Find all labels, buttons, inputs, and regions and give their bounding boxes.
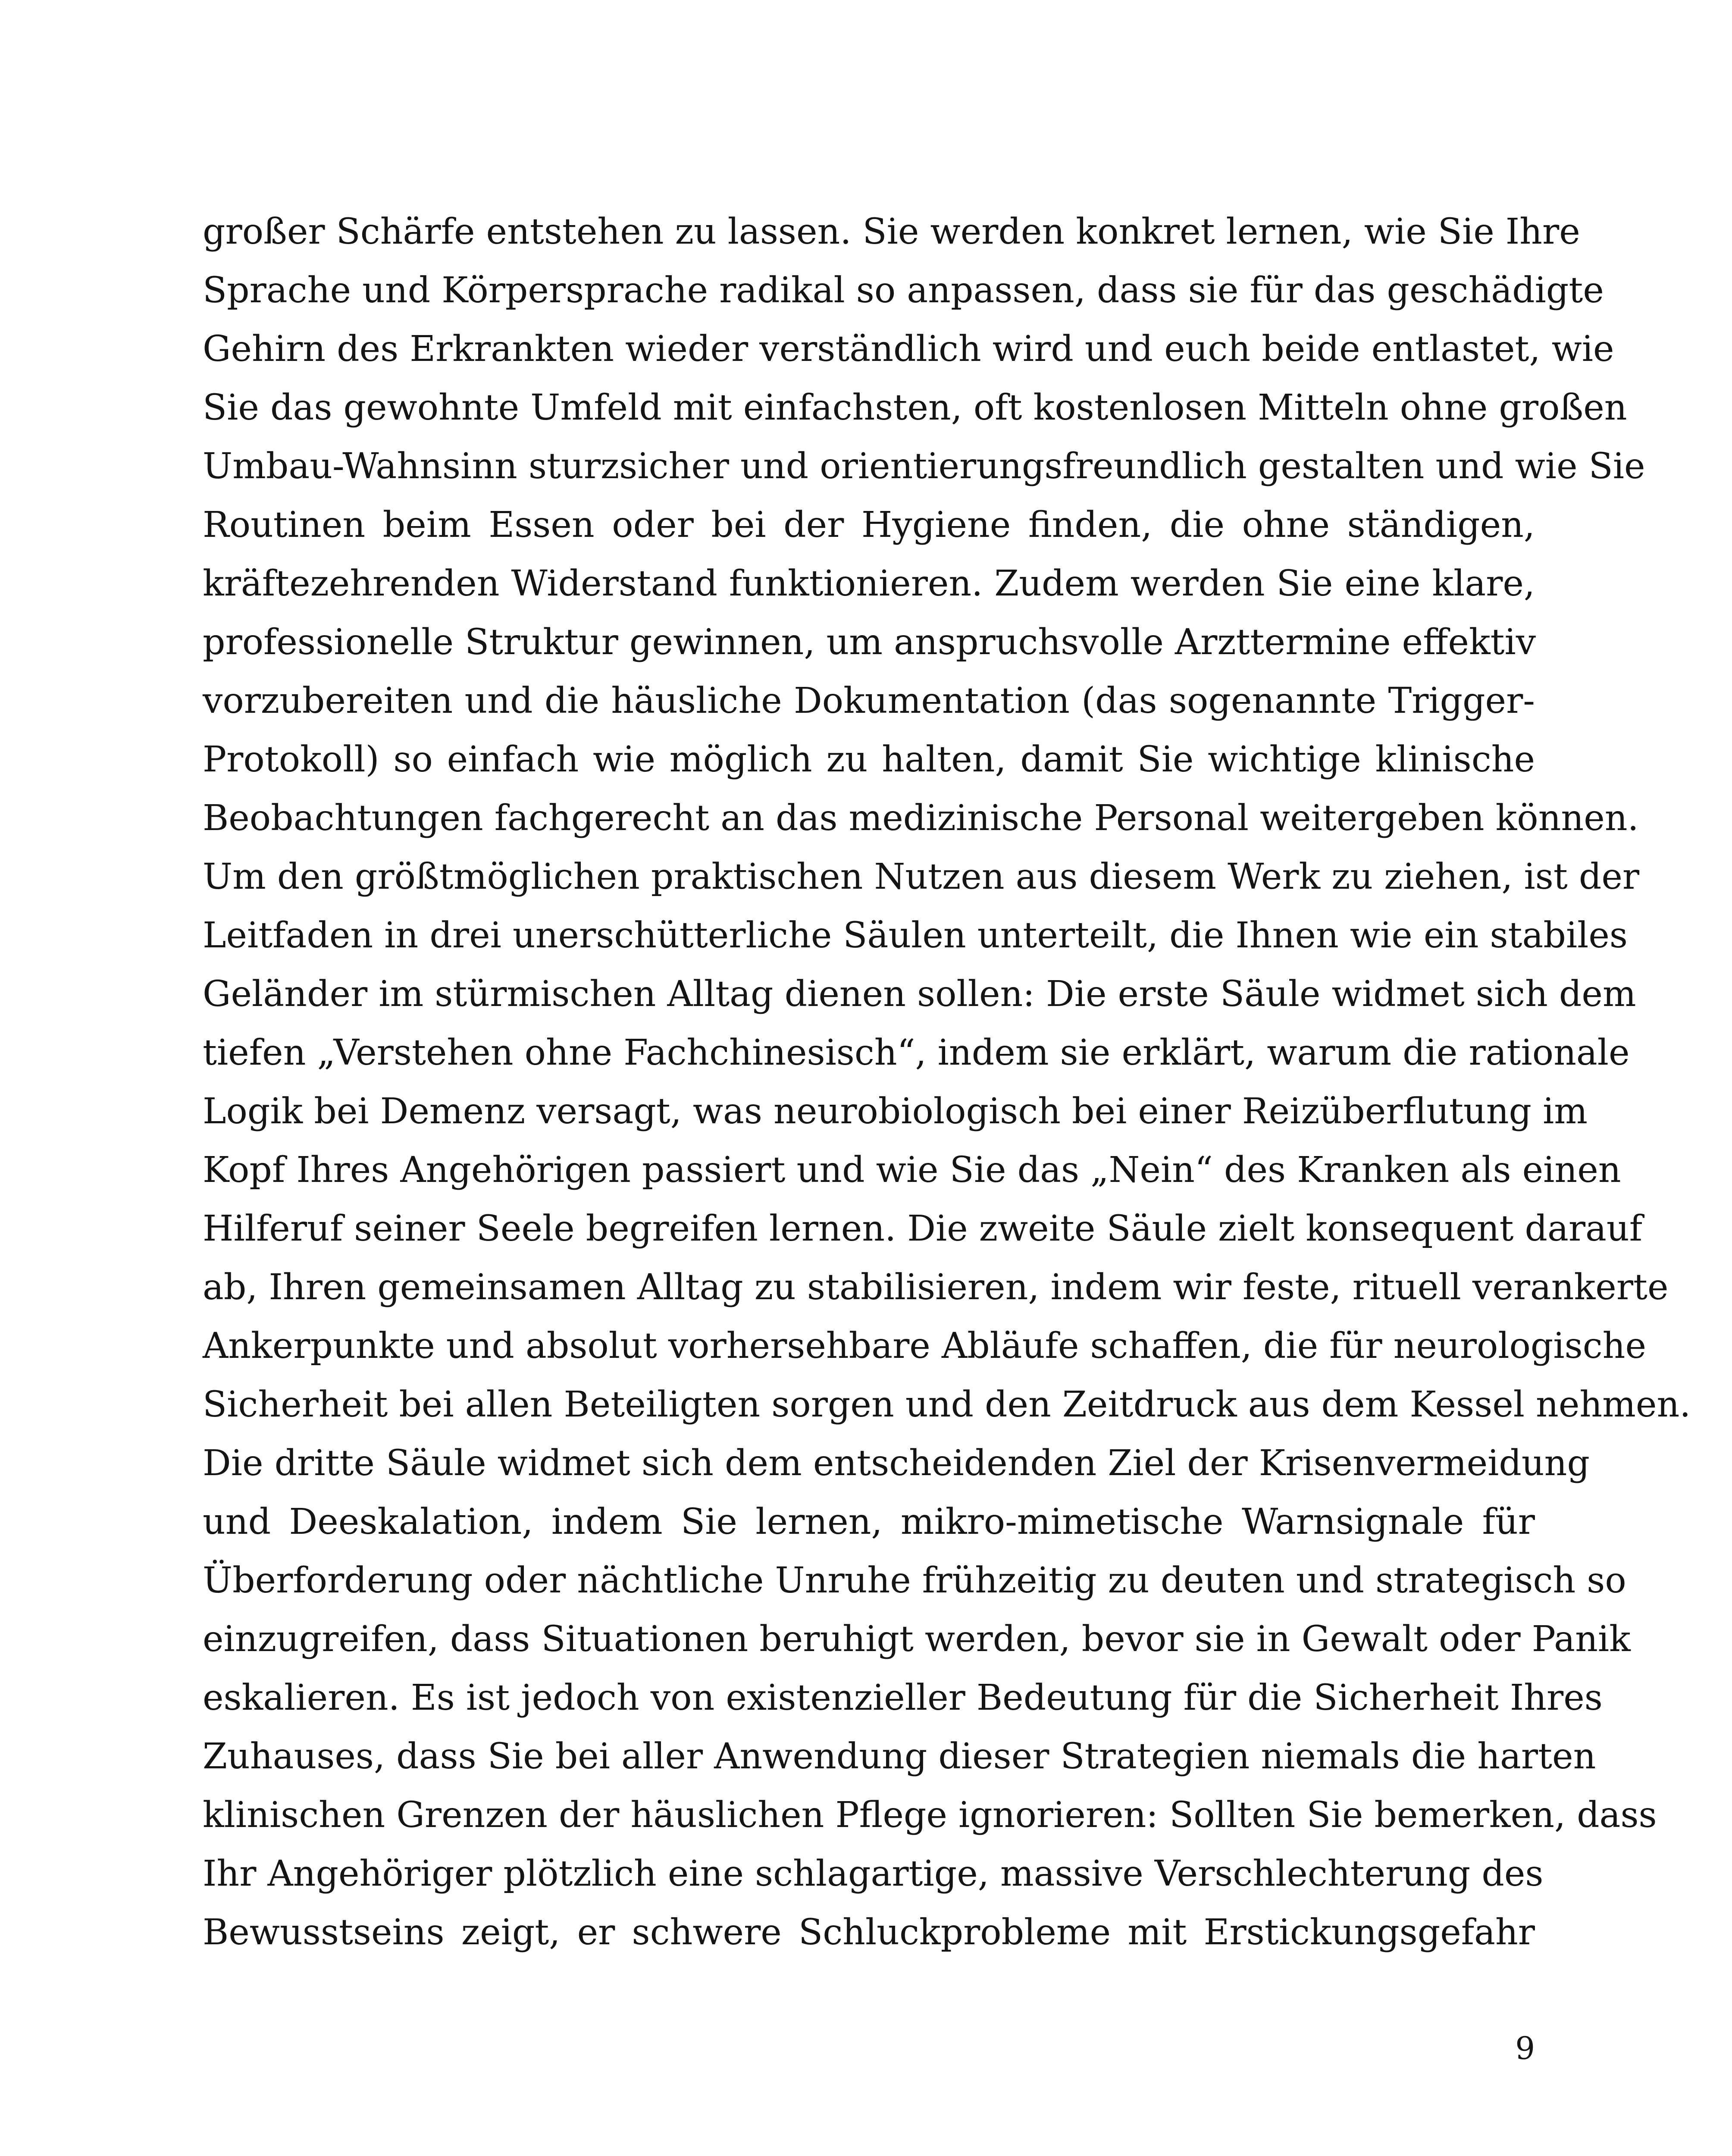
text-line: professionelle Struktur gewinnen, um anspruchsvolle Arzttermine effektiv [203, 622, 1536, 663]
text-line: eskalieren. Es ist jedoch von existenzieller Bedeutung für die Sicherheit Ihres [203, 1677, 1603, 1718]
text-line: Routinen beim Essen oder bei der Hygiene finden, die ohne ständigen, [203, 505, 1535, 545]
text-line: und Deeskalation, indem Sie lernen, mikro-mimetische Warnsignale für [203, 1501, 1535, 1542]
text-line: Hilferuf seiner Seele begreifen lernen. Die zweite Säule zielt konsequent darauf [203, 1208, 1643, 1249]
text-line: Sprache und Körpersprache radikal so anpassen, dass sie für das geschädigte [203, 270, 1604, 311]
text-line: Kopf Ihres Angehörigen passiert und wie Sie das „Nein“ des Kranken als einen [203, 1150, 1621, 1191]
text-line: Gehirn des Erkrankten wieder verständlich wird und euch beide entlastet, wie [203, 329, 1614, 370]
text-line: Geländer im stürmischen Alltag dienen sollen: Die erste Säule widmet sich dem [203, 974, 1636, 1015]
text-line: klinischen Grenzen der häuslichen Pflege ignorieren: Sollten Sie bemerken, dass [203, 1795, 1657, 1836]
text-line: Beobachtungen fachgerecht an das medizinische Personal weitergeben können. [203, 798, 1639, 839]
text-line: Bewusstseins zeigt, er schwere Schluckprobleme mit Erstickungsgefahr [203, 1912, 1535, 1953]
text-line: Um den größtmöglichen praktischen Nutzen aus diesem Werk zu ziehen, ist der [203, 856, 1640, 897]
text-line: Ihr Angehöriger plötzlich eine schlagartige, massive Verschlechterung des [203, 1853, 1544, 1894]
text-line: Umbau-Wahnsinn sturzsicher und orientierungsfreundlich gestalten und wie Sie [203, 446, 1645, 487]
text-line: vorzubereiten und die häusliche Dokumentation (das sogenannte Trigger- [203, 680, 1535, 721]
text-line: großer Schärfe entstehen zu lassen. Sie werden konkret lernen, wie Sie Ihre [203, 211, 1580, 252]
page-number: 9 [1515, 2030, 1535, 2066]
text-line: Ankerpunkte und absolut vorhersehbare Abläufe schaffen, die für neurologische [203, 1326, 1646, 1366]
body-text [203, 203, 1691, 1962]
text-line: Zuhauses, dass Sie bei aller Anwendung dieser Strategien niemals die harten [203, 1736, 1596, 1777]
text-line: Protokoll) so einfach wie möglich zu halten, damit Sie wichtige klinische [203, 739, 1535, 780]
text-line: Überforderung oder nächtliche Unruhe frühzeitig zu deuten und strategisch so [203, 1560, 1626, 1601]
text-line: Logik bei Demenz versagt, was neurobiologisch bei einer Reizüberflutung im [203, 1091, 1588, 1132]
text-line: Leitfaden in drei unerschütterliche Säulen unterteilt, die Ihnen wie ein stabiles [203, 915, 1628, 956]
text-line: Sie das gewohnte Umfeld mit einfachsten, oft kostenlosen Mitteln ohne großen [203, 387, 1627, 428]
text-line: Sicherheit bei allen Beteiligten sorgen und den Zeitdruck aus dem Kessel nehmen. [203, 1384, 1691, 1425]
text-line: ab, Ihren gemeinsamen Alltag zu stabilisieren, indem wir feste, rituell verankerte [203, 1267, 1669, 1308]
text-line: tiefen „Verstehen ohne Fachchinesisch“, indem sie erklärt, warum die rationale [203, 1032, 1630, 1073]
text-line: Die dritte Säule widmet sich dem entscheidenden Ziel der Krisenvermeidung [203, 1443, 1590, 1484]
text-line: kräftezehrenden Widerstand funktionieren. Zudem werden Sie eine klare, [203, 563, 1535, 604]
text-line: einzugreifen, dass Situationen beruhigt werden, bevor sie in Gewalt oder Panik [203, 1619, 1631, 1660]
